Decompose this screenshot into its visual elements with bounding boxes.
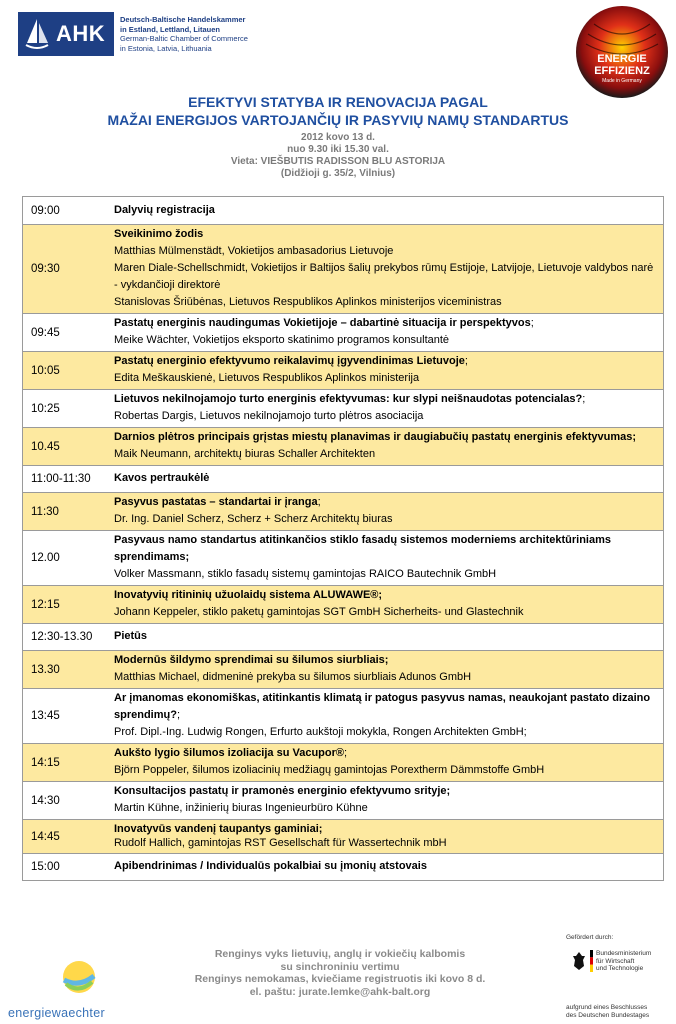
agenda-content xyxy=(109,689,663,743)
agenda-time: 13:45 xyxy=(31,710,60,722)
agenda-content xyxy=(109,352,663,389)
agenda-session-title: Pasyvaus namo standartus atitinkančios stiklo fasadų sistemos moderniems architektūriniams sprendimams; xyxy=(114,534,612,563)
agenda-session xyxy=(114,470,209,487)
agenda-session-title: Konsultacijos pastatų ir pramonės energinio efektyvumo srityje; xyxy=(114,785,451,797)
agenda-speaker: Maren Diale-Schellschmidt, Vokietijos ir Baltijos šalių prekybos rūmų Estijoje, Latvijoje, Lietuvoje valdybos narė - vykdančioji direktorė xyxy=(114,262,654,291)
ministry-line: Bundesministerium xyxy=(596,950,652,957)
agenda-session xyxy=(114,532,657,566)
ahk-chamber-name xyxy=(120,12,248,56)
agenda-session xyxy=(114,858,427,875)
agenda-row xyxy=(23,492,663,530)
agenda-speaker: Dr. Ing. Daniel Scherz, Scherz + Scherz Architektų biuras xyxy=(114,513,393,525)
ahk-logo-box xyxy=(18,12,114,56)
energie-effizienz-logo xyxy=(574,4,670,100)
agenda-time: 12:30-13.30 xyxy=(31,631,93,643)
agenda-time: 10:05 xyxy=(31,364,60,377)
agenda-row xyxy=(23,389,663,427)
agenda-session-title: Apibendrinimas / Individualūs pokalbiai su įmonių atstovais xyxy=(114,860,427,872)
agenda-row xyxy=(23,781,663,819)
agenda-session xyxy=(114,652,657,669)
sailboat-icon xyxy=(24,17,50,51)
ahk-line: in Estland, Lettland, Litauen xyxy=(120,24,221,34)
agenda-session xyxy=(114,745,657,762)
agenda-row xyxy=(23,585,663,623)
agenda-session xyxy=(114,783,657,800)
bundestag-line: des Deutschen Bundestages xyxy=(566,1012,650,1019)
agenda-speaker: Edita Meškauskienė, Lietuvos Respublikos Aplinkos ministerija xyxy=(114,372,420,384)
agenda-row xyxy=(23,819,663,853)
bmwi-logo xyxy=(566,934,674,1024)
event-title-line1: EFEKTYVI STATYBA IR RENOVACIJA PAGAL xyxy=(188,94,488,110)
agenda-content xyxy=(109,854,663,880)
agenda-content xyxy=(109,744,663,781)
federal-eagle-icon xyxy=(572,950,586,972)
agenda-row xyxy=(23,853,663,880)
agenda-session-title: Lietuvos nekilnojamojo turto energinis efektyvumas: kur slypi neišnaudotas potencialas? xyxy=(114,393,583,405)
agenda-session-suffix: ; xyxy=(582,393,586,405)
agenda-content xyxy=(109,390,663,427)
agenda-session xyxy=(114,315,657,332)
agenda-speaker: Meike Wächter, Vokietijos eksporto skatinimo programos konsultantė xyxy=(114,334,450,346)
agenda-session-title: Aukšto lygio šilumos izoliacija su Vacupor® xyxy=(114,747,344,759)
agenda-session-suffix: ; xyxy=(176,709,181,721)
agenda-row xyxy=(23,427,663,465)
agenda-time: 10:25 xyxy=(31,402,60,415)
sun-swirl-icon xyxy=(58,958,100,998)
footer-line: su sinchroniniu vertimu xyxy=(280,960,400,973)
agenda-row xyxy=(23,623,663,650)
footer-info xyxy=(140,948,540,998)
agenda-session-suffix: ; xyxy=(530,317,534,329)
agenda-session xyxy=(114,494,657,511)
agenda-session-title: Ar įmanomas ekonomiškas, atitinkantis klimatą ir patogus pasyvus namas, neaukojant pastato dizaino sprendimų? xyxy=(114,692,651,721)
agenda-content xyxy=(109,820,663,853)
agenda-content xyxy=(109,493,663,530)
event-time: nuo 9.30 iki 15.30 val. xyxy=(287,144,389,155)
agenda-time: 09:45 xyxy=(31,326,60,339)
agenda-time: 14:30 xyxy=(31,794,60,807)
agenda-session xyxy=(114,226,657,243)
agenda-content xyxy=(109,531,663,585)
ahk-wordmark: AHK xyxy=(56,21,106,46)
agenda-time: 12:15 xyxy=(31,598,60,611)
agenda-time: 11:00-11:30 xyxy=(31,473,91,485)
agenda-row xyxy=(23,313,663,351)
agenda-row xyxy=(23,197,663,224)
bundestag-note xyxy=(566,1004,649,1020)
ministry-name xyxy=(596,950,651,973)
agenda-session-title: Pietūs xyxy=(114,630,148,642)
agenda-row xyxy=(23,351,663,389)
footer-email-line[interactable]: el. paštu: jurate.lemke@ahk-balt.org xyxy=(249,985,431,998)
agenda-row xyxy=(23,650,663,688)
agenda-session-title: Sveikinimo žodis xyxy=(114,228,204,240)
footer-line: Renginys nemokamas, kviečiame registruotis iki kovo 8 d. xyxy=(194,973,486,985)
agenda-content xyxy=(109,466,663,492)
agenda-session-title: Modernūs šildymo sprendimai su šilumos siurbliais; xyxy=(114,654,389,666)
agenda-time: 14:15 xyxy=(31,756,60,769)
agenda-session-title: Pastatų energinis naudingumas Vokietijoje – dabartinė situacija ir perspektyvos xyxy=(114,317,531,329)
agenda-session xyxy=(114,690,657,724)
event-heading xyxy=(0,93,676,180)
gefoerdert-label: Gefördert durch: xyxy=(566,934,614,941)
agenda-session-suffix: ; xyxy=(317,496,321,508)
agenda-session xyxy=(114,429,657,446)
energiewaechter-wordmark: energiewaechter xyxy=(8,1006,105,1020)
agenda-speaker: Björn Poppeler, šilumos izoliacinių medžiagų gamintojas Porextherm Dämmstoffe GmbH xyxy=(114,764,545,776)
footer-line: Renginys vyks lietuvių, anglų ir vokiečių kalbomis xyxy=(214,948,466,960)
agenda-session-title: Kavos pertraukėlė xyxy=(114,472,210,484)
ministry-line: für Wirtschaft xyxy=(596,957,635,965)
agenda-content xyxy=(109,428,663,465)
agenda-row xyxy=(23,224,663,313)
agenda-time: 10.45 xyxy=(31,440,60,453)
agenda-time: 14:45 xyxy=(31,830,60,843)
agenda-row xyxy=(23,688,663,743)
event-venue: Vieta: VIEŠBUTIS RADISSON BLU ASTORIJA xyxy=(230,156,446,167)
event-meta xyxy=(0,132,676,180)
agenda-session-title: Darnios plėtros principais grįstas miestų planavimas ir daugiabučių pastatų energinis efektyvumas; xyxy=(114,431,637,443)
agenda-speaker: Robertas Dargis, Lietuvos nekilnojamojo turto plėtros asociacija xyxy=(114,410,424,422)
agenda-session xyxy=(114,391,657,408)
agenda-speaker: Volker Massmann, stiklo fasadų sistemų gamintojas RAICO Bautechnik GmbH xyxy=(114,568,497,580)
agenda-speaker: Martin Kühne, inžinierių biuras Ingenieurbüro Kühne xyxy=(114,802,368,814)
agenda-content xyxy=(109,586,663,623)
agenda-time: 09:00 xyxy=(31,204,60,217)
event-title-line2: MAŽAI ENERGIJOS VARTOJANČIŲ IR PASYVIŲ NAMŲ STANDARTUS xyxy=(107,112,569,128)
agenda-session-title: Inovatyvių ritininių užuolaidų sistema ALUWAWE®; xyxy=(114,589,383,601)
bundestag-line: aufgrund eines Beschlusses xyxy=(566,1004,648,1011)
agenda-row xyxy=(23,530,663,585)
ahk-logo xyxy=(18,12,248,56)
ee-line3: Made in Germany xyxy=(602,78,642,84)
agenda-time: 12.00 xyxy=(31,552,60,564)
agenda-content xyxy=(109,225,663,313)
agenda-session xyxy=(114,587,657,604)
agenda-speaker: Johann Keppeler, stiklo paketų gamintojas SGT GmbH Sicherheits- und Glastechnik xyxy=(114,606,524,618)
agenda-session-suffix: ; xyxy=(464,355,468,367)
agenda-content xyxy=(109,314,663,351)
agenda-speaker: Matthias Michael, didmeninė prekyba su šilumos siurbliais Adunos GmbH xyxy=(114,671,472,683)
agenda-row xyxy=(23,465,663,492)
ministry-line: und Technologie xyxy=(596,965,644,972)
agenda-session xyxy=(114,822,657,836)
german-flag-icon xyxy=(590,950,593,972)
agenda-session xyxy=(114,202,215,219)
agenda-speaker: Stanislovas Šriūbėnas, Lietuvos Respublikos Aplinkos ministerijos viceministras xyxy=(114,296,502,308)
agenda-content xyxy=(109,651,663,688)
agenda-speaker: Rudolf Hallich, gamintojas RST Gesellschaft für Wassertechnik mbH xyxy=(114,837,447,849)
agenda-session-title: Dalyvių registracija xyxy=(114,203,215,216)
agenda-time: 09:30 xyxy=(31,263,60,275)
event-date: 2012 kovo 13 d. xyxy=(301,132,375,143)
agenda-time: 13.30 xyxy=(31,663,60,676)
agenda-session-title: Pasyvus pastatas – standartai ir įranga xyxy=(114,496,318,508)
ee-line1: ENERGIE xyxy=(597,53,647,65)
agenda-speaker: Prof. Dipl.-Ing. Ludwig Rongen, Erfurto aukštoji mokykla, Rongen Architekten GmbH; xyxy=(114,726,527,738)
agenda-row xyxy=(23,743,663,781)
agenda-time: 15:00 xyxy=(31,861,60,873)
agenda-speaker: Matthias Mülmenstädt, Vokietijos ambasadorius Lietuvoje xyxy=(114,245,394,257)
agenda-content xyxy=(109,782,663,819)
ahk-line: in Estonia, Latvia, Lithuania xyxy=(120,43,212,53)
agenda-table xyxy=(22,196,664,881)
agenda-session xyxy=(114,353,657,370)
agenda-speaker: Maik Neumann, architektų biuras Schaller Architekten xyxy=(114,448,376,460)
ahk-line: Deutsch-Baltische Handelskammer xyxy=(120,15,246,24)
agenda-session xyxy=(114,628,147,645)
agenda-session-title: Inovatyvūs vandenį taupantys gaminiai; xyxy=(114,823,323,835)
agenda-session-suffix: ; xyxy=(344,747,348,759)
agenda-session-title: Pastatų energinio efektyvumo reikalavimų įgyvendinimas Lietuvoje xyxy=(114,355,465,367)
energiewaechter-logo xyxy=(8,956,148,1020)
ee-line2: EFFIZIENZ xyxy=(594,65,650,77)
agenda-content xyxy=(109,197,663,224)
agenda-time: 11:30 xyxy=(31,505,59,518)
ahk-line: German-Baltic Chamber of Commerce xyxy=(120,34,248,43)
agenda-content xyxy=(109,624,663,650)
event-address: (Didžioji g. 35/2, Vilnius) xyxy=(280,168,396,179)
